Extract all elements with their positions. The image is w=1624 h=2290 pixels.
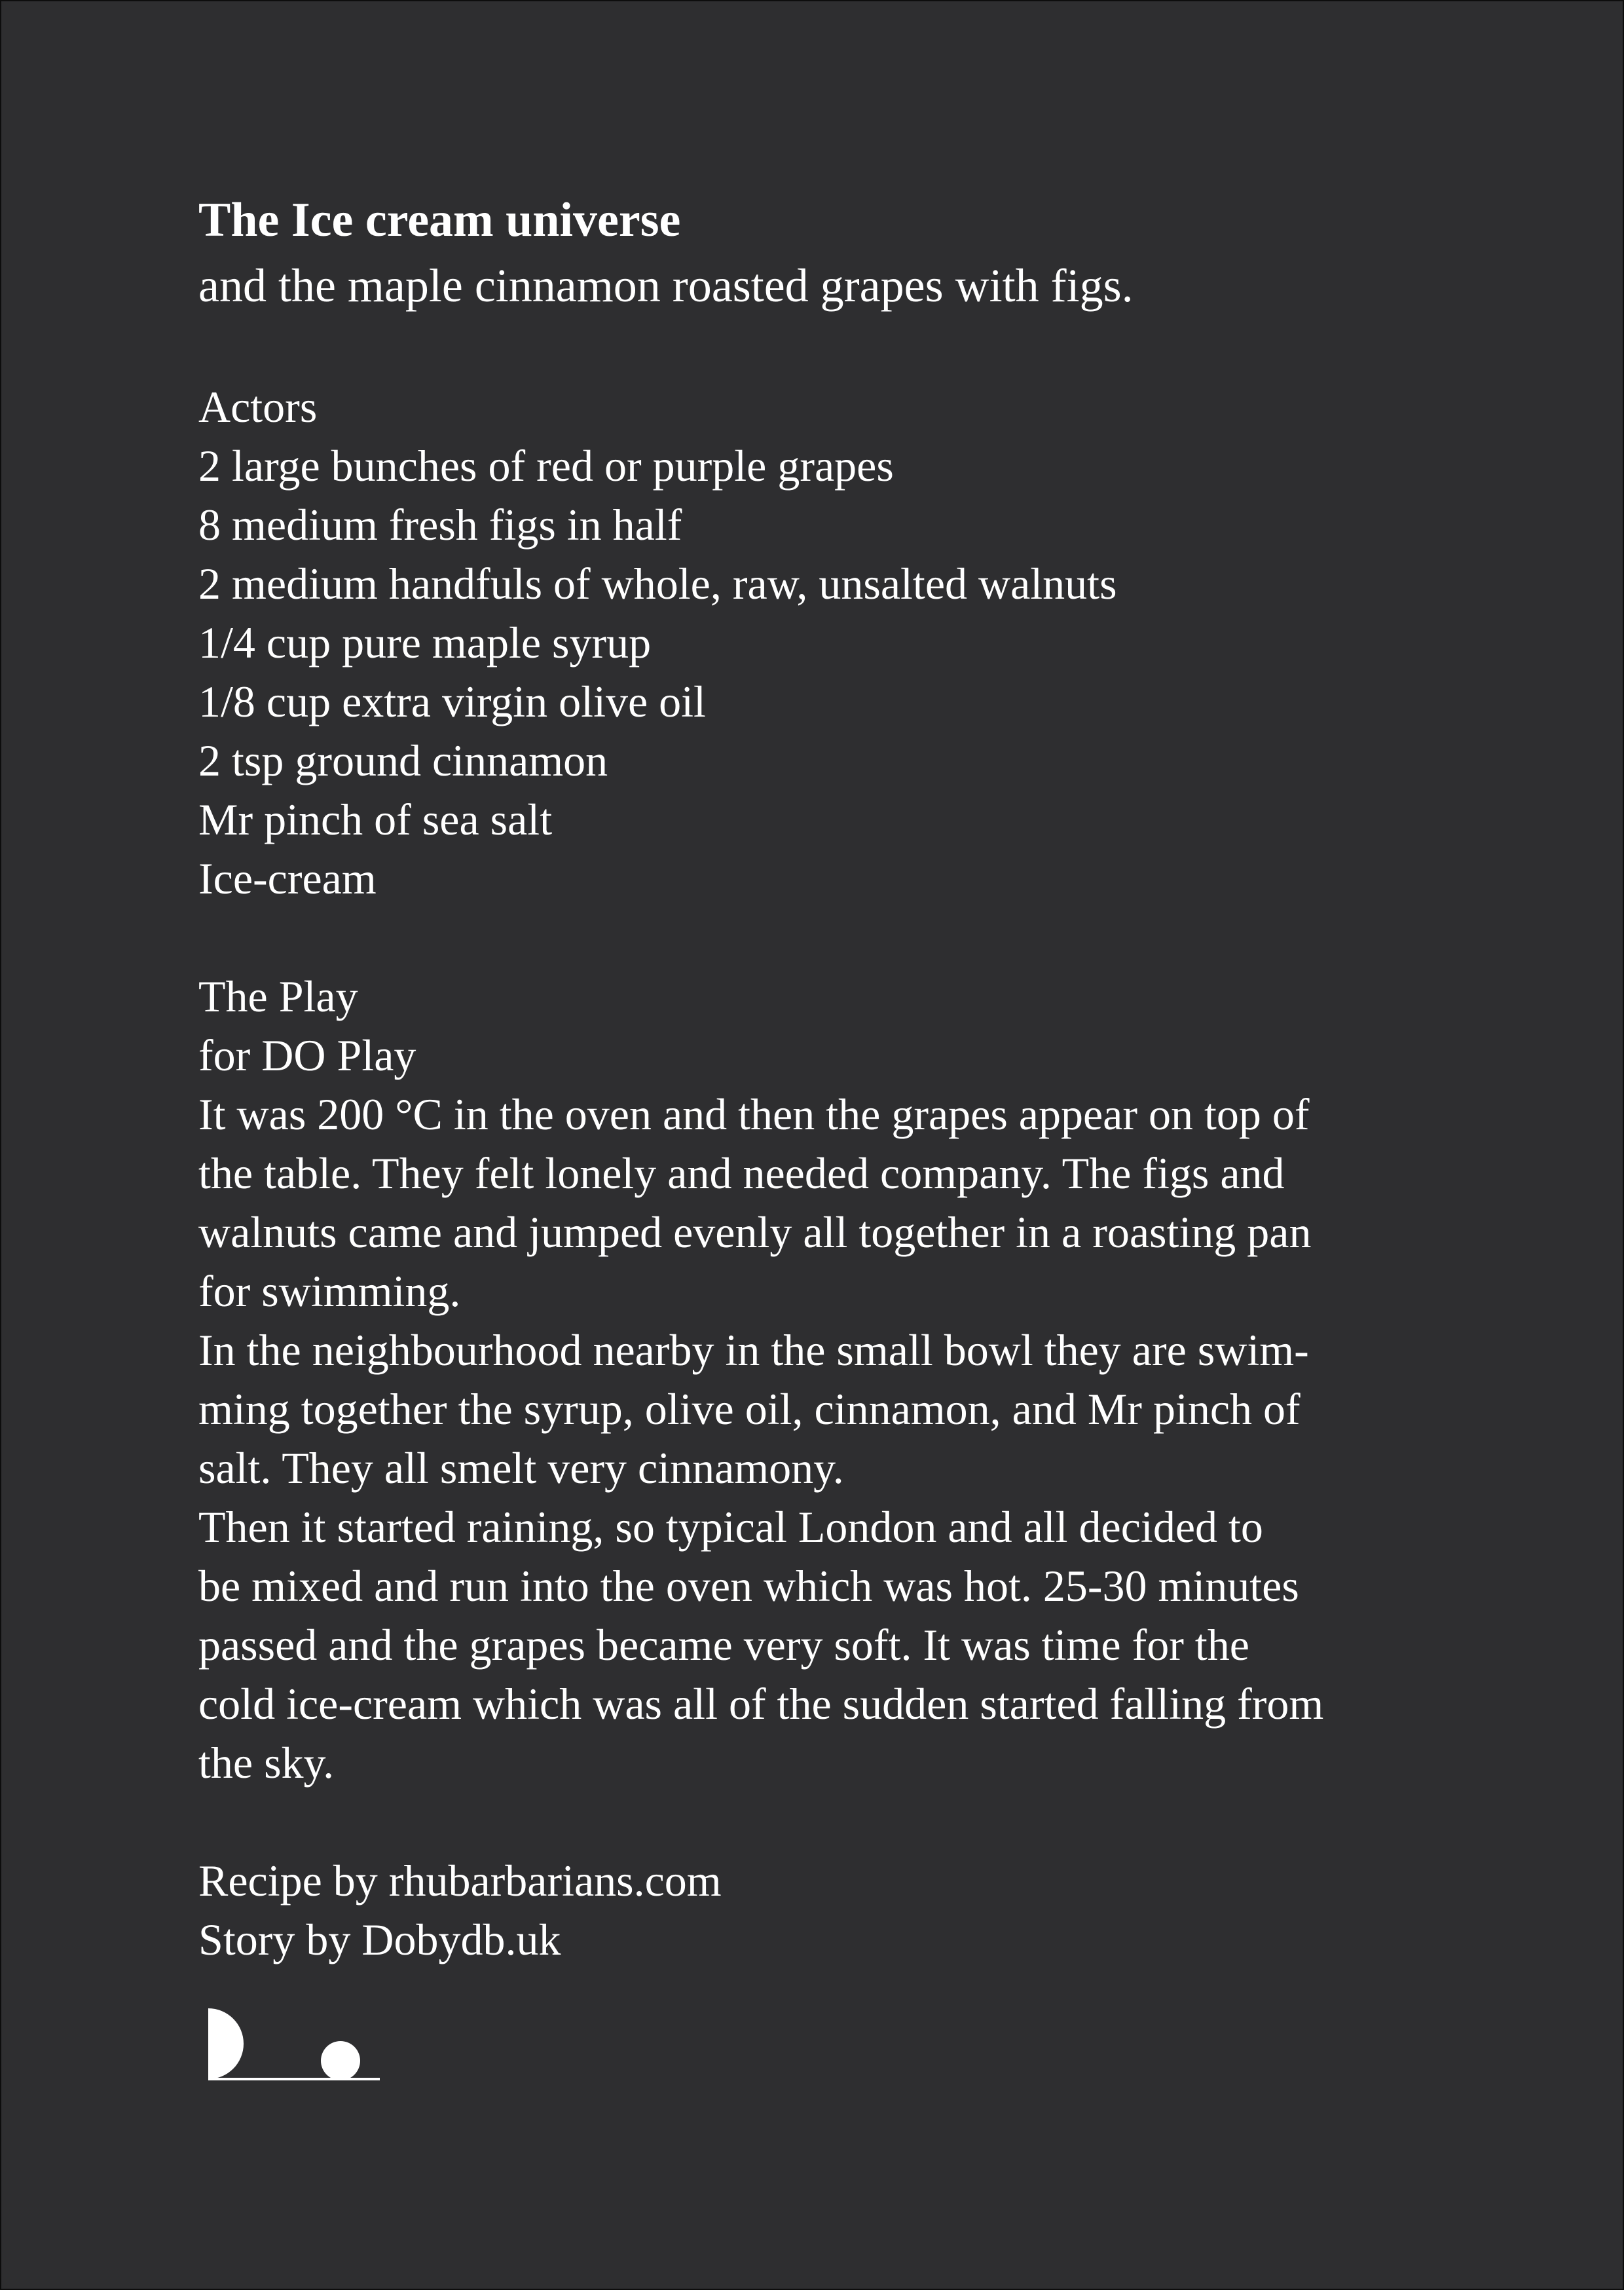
spacer	[198, 908, 1443, 967]
story-line: passed and the grapes became very soft. It was time for the	[198, 1620, 1249, 1670]
ingredient-item: 8 medium fresh figs in half	[198, 500, 682, 550]
story-line: salt. They all smelt very cinnamony.	[198, 1443, 844, 1493]
play-heading: The Play	[198, 971, 358, 1021]
story-line: the sky.	[198, 1738, 335, 1788]
story-line: Then it started raining, so typical London and all decided to	[198, 1502, 1263, 1552]
ingredient-item: 2 large bunches of red or purple grapes	[198, 441, 894, 491]
page-title: The Ice cream universe	[198, 193, 681, 247]
ingredient-item: 2 tsp ground cinnamon	[198, 736, 608, 785]
story-line: cold ice-cream which was all of the sudden started falling from	[198, 1679, 1324, 1729]
story-line: walnuts came and jumped evenly all together in a roasting pan	[198, 1207, 1312, 1257]
ingredient-item: 1/4 cup pure maple syrup	[198, 618, 652, 667]
spacer	[198, 1792, 1443, 1851]
story-credit: Story by Dobydb.uk	[198, 1915, 561, 1964]
ingredient-item: 2 medium handfuls of whole, raw, unsalted walnuts	[198, 559, 1117, 609]
do-logo-icon	[208, 2008, 380, 2082]
story-line: the table. They felt lonely and needed company. The figs and	[198, 1148, 1285, 1198]
recipe-story	[198, 187, 1443, 1969]
story-line: be mixed and run into the oven which was hot. 25-30 minutes	[198, 1561, 1299, 1611]
ingredient-item: 1/8 cup extra virgin olive oil	[198, 677, 706, 726]
recipe-credit: Recipe by rhubarbarians.com	[198, 1856, 722, 1905]
story-line: for swimming.	[198, 1266, 461, 1316]
page-subtitle: and the maple cinnamon roasted grapes with figs.	[198, 259, 1134, 312]
spacer	[198, 318, 1443, 377]
actors-heading: Actors	[198, 382, 318, 432]
ingredient-item: Ice-cream	[198, 854, 377, 903]
story-line: It was 200 °C in the oven and then the grapes appear on top of	[198, 1089, 1310, 1139]
ingredient-item: Mr pinch of sea salt	[198, 795, 553, 844]
story-line: In the neighbourhood nearby in the small bowl they are swim-	[198, 1325, 1309, 1375]
story-line: ming together the syrup, olive oil, cinnamon, and Mr pinch of	[198, 1384, 1301, 1434]
play-subheading: for DO Play	[198, 1030, 416, 1080]
